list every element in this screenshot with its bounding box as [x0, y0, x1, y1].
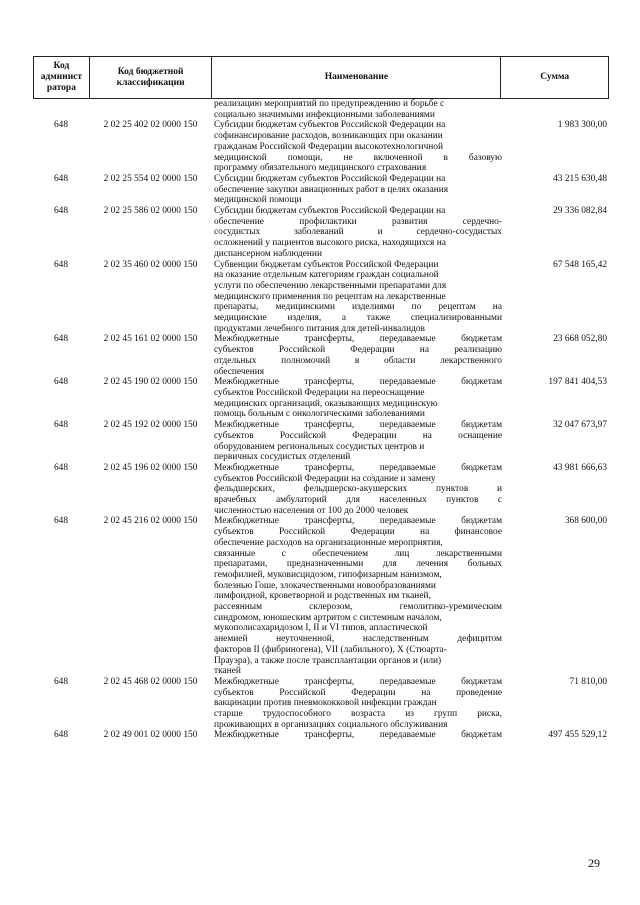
- name-line: Межбюджетные трансферты, передаваемые бюджетам: [214, 420, 502, 431]
- admin-code-cell: 648: [53, 516, 69, 527]
- table-row: [33, 174, 609, 206]
- name-line: вакцинации против пневмококковой инфекции граждан: [214, 698, 437, 709]
- name-line: гражданам Российской Федерации высокотехнологичной: [214, 141, 444, 152]
- budget-code-cell: 2 02 45 216 02 0000 150: [103, 516, 198, 527]
- header-sum: Сумма: [540, 72, 570, 82]
- table-row: [33, 730, 609, 741]
- admin-code-cell: 648: [53, 420, 69, 431]
- name-line: диспансерном наблюдении: [214, 248, 322, 259]
- admin-code-cell: 648: [53, 334, 69, 345]
- name-line: субъектов Российской Федерации на проведение: [214, 687, 502, 698]
- table-row: [33, 516, 609, 677]
- name-line: гемофилией, муковисцидозом, гипофизарным нанизмом,: [214, 569, 442, 580]
- name-line: обеспечение профилактики развития сердечно-: [214, 216, 502, 227]
- name-cell: [212, 206, 502, 260]
- budget-code-cell: 2 02 45 192 02 0000 150: [103, 420, 198, 431]
- table-row: [33, 260, 609, 335]
- sum-cell: 497 455 529,12: [548, 730, 607, 741]
- table-row: [33, 420, 609, 463]
- name-line: оборудованием региональных сосудистых центров и: [214, 441, 425, 452]
- name-line: медицинской помощи, не включенной в базовую: [214, 152, 502, 163]
- name-line: Субсидии бюджетам субъектов Российской Федерации на: [214, 120, 446, 131]
- name-cell: [212, 677, 502, 731]
- name-line: обеспечение закупки авиационных работ в целях оказания: [214, 184, 449, 195]
- admin-code-cell: 648: [53, 173, 69, 184]
- name-line: субъектов Российской Федерации на переоснащение: [214, 387, 425, 398]
- name-line: продуктами лечебного питания для детей-инвалидов: [214, 323, 425, 334]
- page-number: 29: [588, 856, 600, 870]
- name-line: социально значимыми инфекционными заболеваниями: [214, 109, 435, 120]
- budget-code-cell: 2 02 25 402 02 0000 150: [103, 120, 198, 131]
- table-body: [33, 99, 609, 741]
- admin-code-cell: 648: [53, 120, 69, 131]
- sum-cell: 197 841 404,53: [548, 377, 607, 388]
- name-line: Прауэра), а также после трансплантации органов и (или): [214, 655, 442, 666]
- name-line: субъектов Российской Федерации на оснащение: [214, 430, 502, 441]
- budget-code-cell: 2 02 45 468 02 0000 150: [103, 676, 198, 687]
- table-row: [33, 377, 609, 420]
- name-line: сосудистых заболеваний и сердечно-сосудистых: [214, 227, 502, 238]
- name-line: Межбюджетные трансферты, передаваемые бюджетам: [214, 516, 502, 527]
- name-line: на оказание отдельным категориям граждан социальной: [214, 270, 439, 281]
- name-line: реализацию мероприятий по предупреждению и борьбе с: [214, 99, 445, 109]
- sum-cell: 1 983 300,00: [557, 120, 607, 131]
- name-line: софинансирование расходов, возникающих при оказании: [214, 131, 443, 142]
- name-line: первичных сосудистых отделений: [214, 452, 351, 463]
- name-line: Межбюджетные трансферты, передаваемые бюджетам: [214, 462, 502, 473]
- budget-code-cell: 2 02 45 190 02 0000 150: [103, 377, 198, 388]
- header-name: Наименование: [212, 57, 501, 98]
- name-line: медицинских организаций, оказывающих медицинскую: [214, 398, 438, 409]
- name-line: старше трудоспособного возраста из групп риска,: [214, 709, 502, 720]
- budget-code-cell: 2 02 25 586 02 0000 150: [103, 206, 198, 217]
- sum-cell: 23 668 052,80: [553, 334, 607, 345]
- admin-code-cell: 648: [53, 730, 69, 741]
- sum-cell: 43 981 666,63: [553, 462, 607, 473]
- name-line: Межбюджетные трансферты, передаваемые бюджетам: [214, 730, 502, 741]
- name-line: обеспечения: [214, 366, 265, 377]
- sum-cell: 71 810,00: [569, 676, 607, 687]
- sum-cell: 29 336 082,84: [553, 206, 607, 217]
- admin-code-cell: 648: [53, 377, 69, 388]
- name-line: субъектов Российской Федерации на финансовое: [214, 527, 502, 538]
- name-line: медицинские изделия, а также специализированными: [214, 313, 502, 324]
- name-line: Межбюджетные трансферты, передаваемые бюджетам: [214, 334, 502, 345]
- name-line: проживающих в организациях социального обслуживания: [214, 719, 448, 730]
- header-admin-line: ратора: [46, 83, 76, 93]
- table-row: [33, 120, 609, 174]
- name-line: отдельных полномочий в области лекарственного: [214, 355, 502, 366]
- name-line: помощь больным с онкологическими заболеваниями: [214, 409, 425, 420]
- sum-cell: 368 600,00: [564, 516, 607, 527]
- table-row: [33, 463, 609, 517]
- name-cell: [212, 516, 502, 677]
- name-cell: [212, 730, 502, 741]
- name-cell: [212, 174, 502, 206]
- name-line: медицинской помощи: [214, 195, 302, 206]
- name-line: анемией неуточненной, наследственным дефицитом: [214, 634, 502, 645]
- budget-code-cell: [89, 99, 212, 120]
- table-header: [33, 56, 609, 99]
- name-line: субъектов Российской Федерации на создание и замену: [214, 473, 436, 484]
- name-line: болезнью Гоше, злокачественными новообразованиями: [214, 580, 436, 591]
- name-line: осложнений у пациентов высокого риска, находящихся на: [214, 238, 446, 249]
- name-line: обеспечение расходов на организационные мероприятия,: [214, 537, 443, 548]
- header-budget-line: Код бюджетной: [117, 66, 184, 77]
- name-cell: [212, 377, 502, 420]
- name-line: Субсидии бюджетам субъектов Российской Федерации на: [214, 206, 446, 217]
- admin-code-cell: 648: [53, 259, 69, 270]
- sum-cell: 67 548 165,42: [553, 259, 607, 270]
- name-cell: [212, 99, 502, 120]
- sum-cell: [502, 99, 609, 120]
- sum-cell: 43 215 630,48: [553, 173, 607, 184]
- name-line: Субсидии бюджетам субъектов Российской Федерации на: [214, 173, 446, 184]
- name-line: фельдшерских, фельдшерско-акушерских пунктов и: [214, 484, 502, 495]
- name-cell: [212, 420, 502, 463]
- name-line: Субвенции бюджетам субъектов Российской Федерации: [214, 259, 439, 270]
- budget-code-cell: 2 02 25 554 02 0000 150: [103, 173, 198, 184]
- name-line: лимфоидной, кроветворной и родственных им тканей,: [214, 591, 431, 602]
- name-line: услуги по обеспечению лекарственными препаратами для: [214, 280, 447, 291]
- name-line: синдромом, юношеским артритом с системным началом,: [214, 612, 442, 623]
- table-row: [33, 206, 609, 260]
- admin-code-cell: [33, 99, 89, 120]
- name-cell: [212, 120, 502, 174]
- admin-code-cell: 648: [53, 676, 69, 687]
- budget-code-cell: 2 02 49 001 02 0000 150: [103, 730, 198, 741]
- budget-code-cell: 2 02 45 196 02 0000 150: [103, 462, 198, 473]
- name-line: факторов II (фибриногена), VII (лабильного), X (Стюарта-: [214, 644, 447, 655]
- name-line: медицинского применения по рецептам на лекарственные: [214, 291, 446, 302]
- name-line: препараты, медицинскими изделиями по рецептам на: [214, 302, 502, 313]
- name-line: Межбюджетные трансферты, передаваемые бюджетам: [214, 377, 502, 388]
- name-line: Межбюджетные трансферты, передаваемые бюджетам: [214, 676, 502, 687]
- budget-code-cell: 2 02 35 460 02 0000 150: [103, 259, 198, 270]
- name-line: рассеянным склерозом, гемолитико-уремическим: [214, 602, 502, 613]
- header-budget-line: классификации: [116, 77, 185, 88]
- name-line: субъектов Российской Федерации на реализацию: [214, 345, 502, 356]
- admin-code-cell: 648: [53, 462, 69, 473]
- header-admin-line: Код: [53, 61, 70, 71]
- name-cell: [212, 463, 502, 517]
- name-cell: [212, 260, 502, 335]
- sum-cell: 32 047 673,97: [553, 420, 607, 431]
- header-admin-line: админист: [40, 72, 83, 82]
- table-row: [33, 99, 609, 120]
- name-line: тканей: [214, 666, 241, 677]
- name-line: связанные с обеспечением лиц лекарственными: [214, 548, 502, 559]
- name-line: мукополисахаридозом I, II и VI типов, апластической: [214, 623, 428, 634]
- table-row: [33, 334, 609, 377]
- header-budget-code: [90, 57, 213, 98]
- name-line: препаратами, предназначенными для лечения больных: [214, 559, 502, 570]
- name-line: численностью населения от 100 до 2000 человек: [214, 505, 409, 516]
- name-line: врачебных амбулаторий для населенных пунктов с: [214, 495, 502, 506]
- name-line: программу обязательного медицинского страхования: [214, 163, 427, 174]
- admin-code-cell: 648: [53, 206, 69, 217]
- budget-code-cell: 2 02 45 161 02 0000 150: [103, 334, 198, 345]
- header-admin-code: [34, 57, 90, 98]
- table-row: [33, 677, 609, 731]
- name-cell: [212, 334, 502, 377]
